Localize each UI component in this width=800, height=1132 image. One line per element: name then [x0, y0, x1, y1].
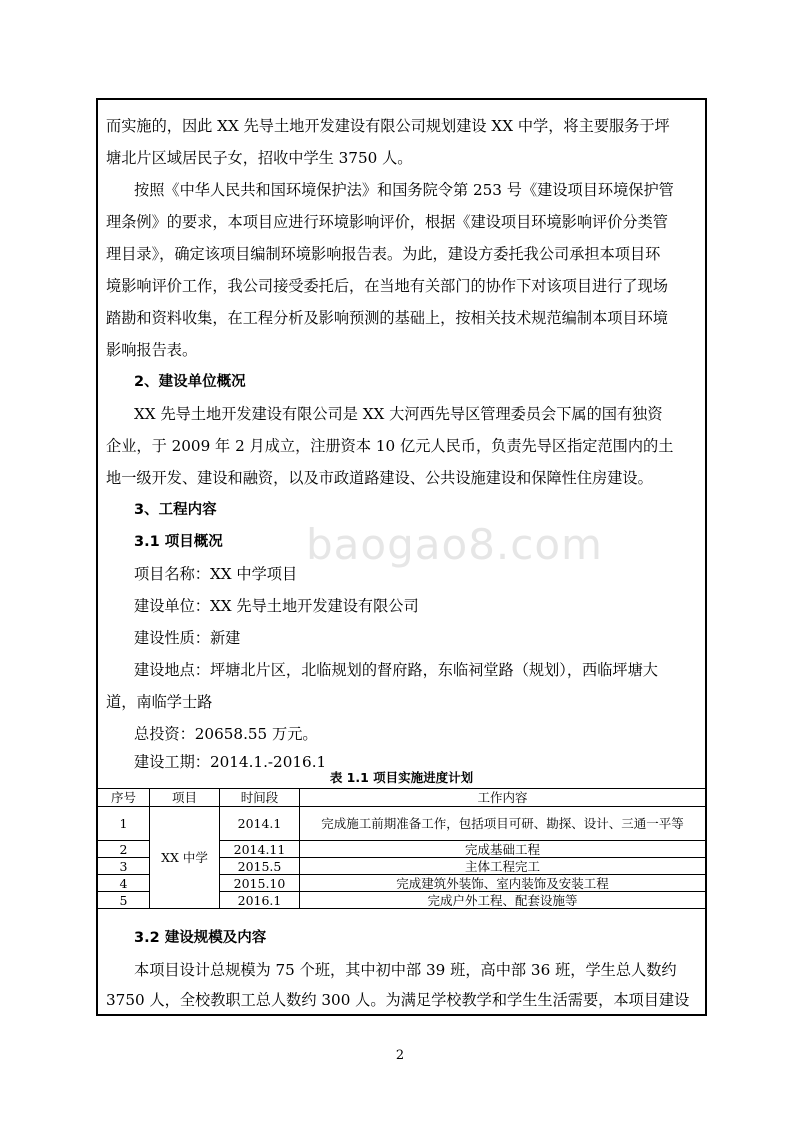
table-header-row — [98, 789, 706, 807]
subsection-heading: 3.2 建设规模及内容 — [134, 930, 267, 946]
construction-location-cont: 道，南临学士路 — [106, 693, 213, 711]
header-no: 序号 — [98, 789, 150, 807]
construction-nature: 建设性质：新建 — [134, 629, 241, 647]
cell-work: 完成基础工程 — [300, 841, 706, 858]
paragraph-line: 地一级开发、建设和融资，以及市政道路建设、公共设施建设和保障性住房建设。 — [106, 469, 653, 487]
paragraph-line: 本项目设计总规模为 75 个班，其中初中部 39 班，高中部 36 班，学生总人数约 — [134, 961, 677, 979]
page-number: 2 — [395, 1048, 405, 1063]
paragraph-line: 3750 人，全校教职工总人数约 300 人。为满足学校教学和学生生活需要，本项目建设 — [106, 991, 690, 1009]
paragraph-line: 按照《中华人民共和国环境保护法》和国务院令第 253 号《建设项目环境保护管 — [134, 181, 674, 199]
schedule-table — [97, 788, 706, 909]
cell-no: 2 — [98, 841, 150, 858]
cell-no: 1 — [98, 807, 150, 841]
cell-no: 4 — [98, 875, 150, 892]
paragraph-line: 境影响评价工作，我公司接受委托后，在当地有关部门的协作下对该项目进行了现场 — [106, 277, 668, 295]
cell-no: 5 — [98, 892, 150, 909]
cell-time: 2015.5 — [220, 858, 300, 875]
construction-period: 建设工期：2014.1.-2016.1 — [134, 753, 327, 771]
header-work: 工作内容 — [300, 789, 706, 807]
cell-time: 2014.11 — [220, 841, 300, 858]
header-time: 时间段 — [220, 789, 300, 807]
cell-time: 2014.1 — [220, 807, 300, 841]
construction-location: 建设地点：坪塘北片区，北临规划的督府路，东临祠堂路（规划），西临坪塘大 — [134, 661, 658, 679]
table-row — [98, 807, 706, 841]
section-heading: 3、工程内容 — [134, 502, 217, 518]
cell-time: 2015.10 — [220, 875, 300, 892]
paragraph-line: XX 先导土地开发建设有限公司是 XX 大河西先导区管理委员会下属的国有独资 — [134, 405, 663, 423]
cell-work: 完成建筑外装饰、室内装饰及安装工程 — [300, 875, 706, 892]
header-project: 项目 — [150, 789, 220, 807]
project-name: 项目名称：XX 中学项目 — [134, 565, 298, 583]
paragraph-line: 影响报告表。 — [106, 341, 198, 359]
total-investment: 总投资：20658.55 万元。 — [134, 725, 318, 743]
cell-no: 3 — [98, 858, 150, 875]
subsection-heading: 3.1 项目概况 — [134, 534, 223, 550]
watermark: baogao8.com — [306, 520, 603, 569]
cell-work: 完成施工前期准备工作，包括项目可研、勘探、设计、三通一平等 — [300, 807, 706, 841]
cell-work: 主体工程完工 — [300, 858, 706, 875]
paragraph-line: 理条例》的要求，本项目应进行环境影响评价，根据《建设项目环境影响评价分类管 — [106, 213, 668, 231]
construction-unit: 建设单位：XX 先导土地开发建设有限公司 — [134, 597, 419, 615]
paragraph-line: 塘北片区域居民子女，招收中学生 3750 人。 — [106, 149, 413, 167]
paragraph-line: 理目录》，确定该项目编制环境影响报告表。为此，建设方委托我公司承担本项目环 — [106, 245, 661, 263]
paragraph-line: 企业，于 2009 年 2 月成立，注册资本 10 亿元人民币，负责先导区指定范围内的土 — [106, 437, 674, 455]
section-heading: 2、建设单位概况 — [134, 374, 246, 390]
table-caption: 表 1.1 项目实施进度计划 — [329, 770, 474, 785]
cell-time: 2016.1 — [220, 892, 300, 909]
paragraph-line: 踏勘和资料收集，在工程分析及影响预测的基础上，按相关技术规范编制本项目环境 — [106, 309, 668, 327]
paragraph-line: 而实施的，因此 XX 先导土地开发建设有限公司规划建设 XX 中学，将主要服务于坪 — [106, 117, 670, 135]
cell-work: 完成户外工程、配套设施等 — [300, 892, 706, 909]
cell-project: XX 中学 — [150, 807, 220, 909]
